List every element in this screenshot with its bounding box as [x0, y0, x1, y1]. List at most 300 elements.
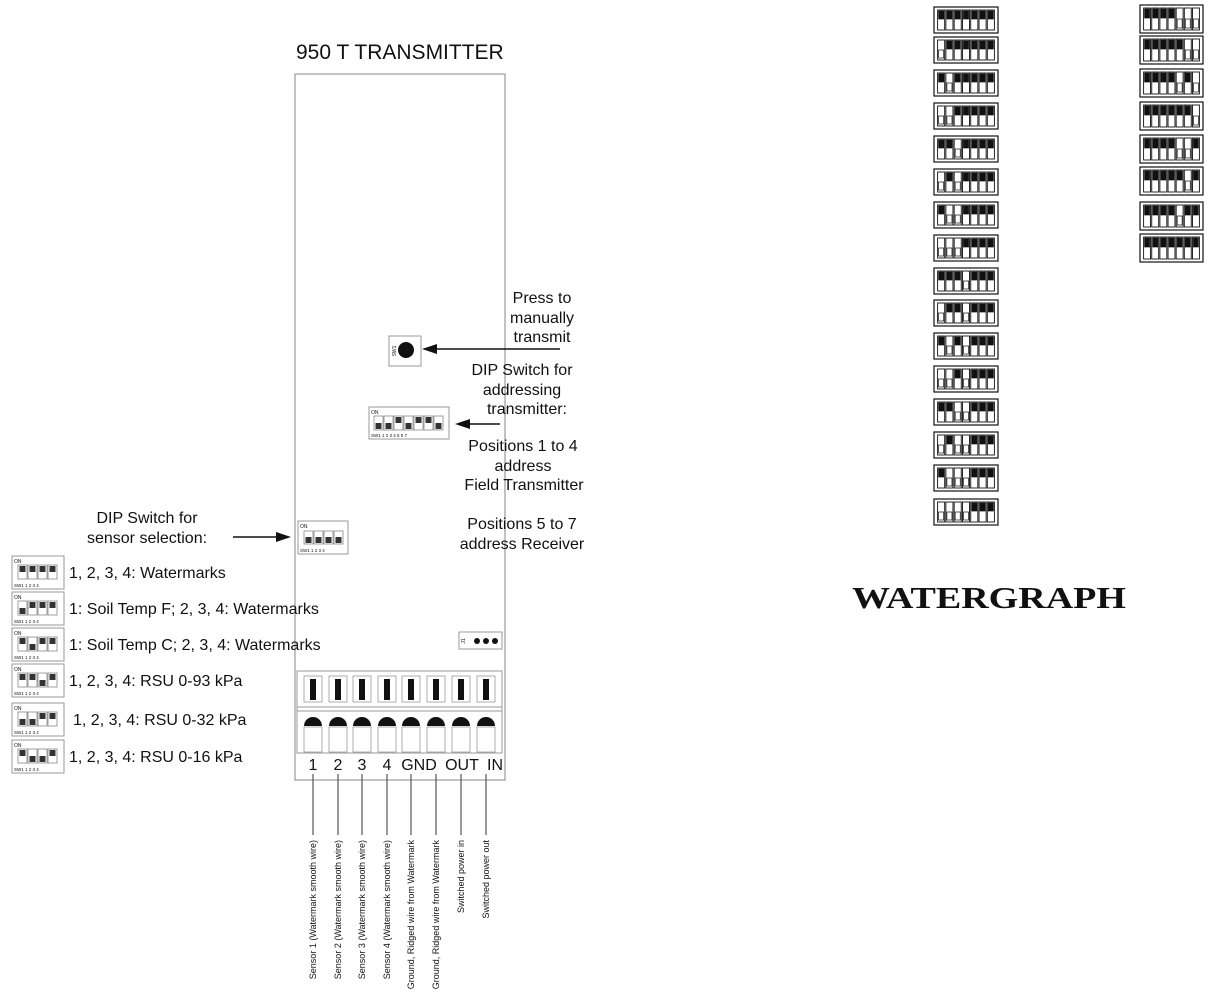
dip-knob — [40, 602, 46, 608]
dip-knob-on — [963, 107, 968, 115]
dip-knob-on — [988, 11, 993, 19]
dip-knob-off — [939, 50, 944, 58]
dip-knob-on — [947, 304, 952, 312]
dip-knob-on — [980, 469, 985, 477]
terminal-label: 1 — [308, 757, 318, 774]
dip-knob-off — [1177, 19, 1182, 28]
dip-knob-off — [939, 182, 944, 190]
dip-knob-off — [939, 248, 944, 256]
dip-knob — [50, 674, 56, 680]
dip-knob-on — [972, 74, 977, 82]
dip-knob-on — [972, 503, 977, 511]
dip-knob-on — [939, 140, 944, 148]
dip-knob-on — [947, 436, 952, 444]
dip-knob-off — [1193, 19, 1198, 28]
terminal-label-out: OUT — [445, 757, 479, 774]
dip-knob — [40, 680, 46, 686]
wire-lead — [382, 774, 392, 979]
dip-knob-on — [1153, 73, 1158, 82]
dip-knob-on — [939, 403, 944, 411]
dip-knob-off — [955, 248, 960, 256]
dip-knob-off — [947, 512, 952, 520]
dip-knob — [20, 638, 26, 644]
address-note-line: address — [494, 458, 552, 475]
dip-knob-on — [980, 140, 985, 148]
dip-knob-off — [1177, 149, 1182, 158]
dip-knob-off — [1193, 83, 1198, 92]
wire-leads — [308, 774, 491, 989]
dip-knob-on — [972, 370, 977, 378]
wire-description: Ground, Ridged wire from Watermark — [431, 840, 441, 990]
dip-knob-on — [1193, 238, 1198, 247]
wire-description: Ground, Ridged wire from Watermark — [406, 840, 416, 990]
dip-scale-label: SW1 1 2 3 4 — [14, 619, 39, 624]
dip-scale-label: SW1 1 2 3 4 5 6 7 — [371, 433, 408, 438]
dip-knob-on — [939, 337, 944, 345]
dip-knob-on — [980, 206, 985, 214]
address-table-entry — [1140, 36, 1203, 64]
dip-knob-on — [980, 239, 985, 247]
dip-knob-on — [947, 403, 952, 411]
dip-knob — [336, 537, 342, 543]
button-note — [510, 290, 574, 346]
dip-knob-on — [1177, 40, 1182, 49]
dip-knob-on — [1169, 139, 1174, 148]
dip-knob — [30, 644, 36, 650]
terminal-contact-icon — [408, 679, 414, 700]
dip-knob-on — [963, 173, 968, 181]
dip-knob-off — [955, 512, 960, 520]
dip-knob-off — [955, 478, 960, 486]
wire-lead — [333, 774, 343, 979]
dip-knob-on — [972, 140, 977, 148]
dip-knob-on — [1145, 73, 1150, 82]
terminal-label: 3 — [357, 757, 367, 774]
jumper-tag: J1 — [461, 638, 467, 644]
terminal-label-in: IN — [487, 757, 503, 774]
dip-knob-on — [1161, 40, 1166, 49]
sensor-option-label: 1, 2, 3, 4: RSU 0-32 kPa — [73, 712, 247, 729]
dip-knob-off — [1177, 216, 1182, 225]
dip-knob-off — [955, 215, 960, 223]
dip-knob-on — [988, 304, 993, 312]
dip-knob — [30, 719, 36, 725]
dip-knob-off — [947, 215, 952, 223]
watergraph-logo — [852, 580, 1126, 615]
dip-knob-on — [1177, 238, 1182, 247]
dip-on-label: ON — [14, 743, 22, 749]
dip-knob-on — [1169, 206, 1174, 215]
dip-knob-off — [939, 313, 944, 321]
dip-knob-on — [1145, 171, 1150, 180]
dip-knob — [406, 423, 412, 429]
dip-knob-off — [1193, 116, 1198, 125]
dip-knob-on — [988, 436, 993, 444]
sensor-note-line: DIP Switch for — [96, 510, 198, 527]
wire-description: Sensor 3 (Watermark smooth wire) — [357, 840, 367, 980]
dip-knob-on — [1153, 238, 1158, 247]
dip-scale-label: SW1 1 2 3 4 — [14, 655, 39, 660]
terminal-label: 4 — [382, 757, 392, 774]
address-table-entry — [934, 399, 998, 425]
dip-knob — [40, 566, 46, 572]
dip-knob — [376, 423, 382, 429]
dip-knob-off — [963, 379, 968, 387]
sensor-option — [12, 703, 247, 736]
dip-knob-on — [1153, 206, 1158, 215]
terminal-contact-icon — [384, 679, 390, 700]
dip-knob-on — [963, 74, 968, 82]
dip-knob-off — [1185, 19, 1190, 28]
dip-knob — [20, 674, 26, 680]
dip-knob-off — [963, 346, 968, 354]
address-table-entry — [934, 366, 998, 392]
dip-knob-on — [1153, 106, 1158, 115]
dip-knob-on — [980, 403, 985, 411]
dip-knob-on — [1161, 238, 1166, 247]
dip-knob-on — [1169, 73, 1174, 82]
dip-knob — [316, 537, 322, 543]
dip-knob-on — [972, 272, 977, 280]
dip-knob-on — [1177, 106, 1182, 115]
jumper-pin-icon — [483, 638, 489, 644]
dip-knob-off — [947, 248, 952, 256]
button-note-line: Press to — [512, 290, 572, 307]
dip-knob-off — [963, 313, 968, 321]
address-table-entry — [934, 103, 998, 129]
sensor-option — [12, 628, 321, 661]
dip-knob — [30, 756, 36, 762]
dip-on-label: ON — [14, 667, 22, 673]
dip-knob-on — [980, 370, 985, 378]
dip-knob-on — [1169, 106, 1174, 115]
sensor-option — [12, 664, 243, 697]
address-note-line: addressing — [482, 382, 562, 399]
address-table-entry — [934, 7, 998, 33]
sensor-dip-pointer-arrow — [233, 532, 291, 542]
dip-knob — [386, 423, 392, 429]
terminal-contact-icon — [310, 679, 316, 700]
dip-on-label: ON — [371, 410, 379, 416]
dip-knob-off — [947, 346, 952, 354]
sensor-option — [12, 740, 243, 773]
dip-scale-label: SW1 1 2 3 4 — [300, 548, 325, 553]
terminal-contact-icon — [458, 679, 464, 700]
dip-knob-on — [988, 107, 993, 115]
dip-knob — [50, 713, 56, 719]
dip-knob-on — [955, 74, 960, 82]
address-note-line: DIP Switch for — [471, 362, 573, 379]
dip-knob-on — [1161, 106, 1166, 115]
terminal-contact-icon — [359, 679, 365, 700]
dip-on-label: ON — [14, 631, 22, 637]
address-dip-table — [934, 5, 1203, 525]
dip-knob-on — [1185, 238, 1190, 247]
dip-knob — [40, 713, 46, 719]
dip-knob-on — [1145, 238, 1150, 247]
dip-knob — [20, 608, 26, 614]
dip-knob-on — [955, 107, 960, 115]
terminal-label: 2 — [333, 757, 343, 774]
dip-knob-on — [972, 173, 977, 181]
sensor-option — [12, 592, 319, 625]
dip-knob-on — [1161, 9, 1166, 18]
dip-knob-on — [980, 436, 985, 444]
button-note-line: transmit — [513, 329, 571, 346]
dip-knob-on — [939, 206, 944, 214]
address-table-entry — [934, 465, 998, 491]
dip-knob-on — [939, 272, 944, 280]
address-table-entry — [934, 499, 998, 525]
dip-knob-on — [972, 469, 977, 477]
dip-knob-on — [955, 272, 960, 280]
sensor-option-label: 1, 2, 3, 4: RSU 0-16 kPa — [69, 749, 243, 766]
dip-knob-on — [1153, 40, 1158, 49]
logo-text: WATERGRAPH — [852, 580, 1126, 615]
dip-knob-on — [1185, 73, 1190, 82]
dip-knob-on — [955, 11, 960, 19]
dip-on-label: ON — [14, 706, 22, 712]
address-table-entry — [934, 136, 998, 162]
address-table-entry — [1140, 5, 1203, 33]
dip-knob-on — [1185, 106, 1190, 115]
dip-knob-on — [1153, 171, 1158, 180]
dip-knob-off — [955, 182, 960, 190]
dip-knob-on — [939, 74, 944, 82]
jumper-pin-icon — [474, 638, 480, 644]
dip-knob — [20, 566, 26, 572]
dip-knob — [326, 537, 332, 543]
dip-knob-on — [980, 337, 985, 345]
wire-lead — [357, 774, 367, 979]
dip-knob-on — [1145, 106, 1150, 115]
address-note-line: address Receiver — [459, 536, 585, 553]
terminal-contact-icon — [433, 679, 439, 700]
dip-knob-on — [955, 370, 960, 378]
dip-knob-on — [980, 304, 985, 312]
address-table-entry — [934, 432, 998, 458]
dip-knob-off — [955, 149, 960, 157]
sensor-option-label: 1, 2, 3, 4: RSU 0-93 kPa — [69, 673, 243, 690]
terminal-label-gnd: GND — [401, 757, 437, 774]
dip-knob-on — [988, 74, 993, 82]
dip-knob-on — [988, 503, 993, 511]
dip-knob-off — [963, 478, 968, 486]
dip-knob-on — [972, 239, 977, 247]
dip-knob — [426, 417, 432, 423]
dip-on-label: ON — [300, 524, 308, 530]
wire-description: Switched power out — [481, 840, 491, 919]
dip-knob-on — [972, 337, 977, 345]
dip-knob-off — [947, 83, 952, 91]
jumper-header — [459, 632, 502, 649]
dip-knob-on — [1145, 40, 1150, 49]
dip-knob-on — [972, 107, 977, 115]
dip-knob-off — [939, 379, 944, 387]
dip-knob-off — [1185, 50, 1190, 59]
address-table-entry — [1140, 102, 1203, 130]
dip-knob-off — [1193, 50, 1198, 59]
dip-knob-on — [1145, 139, 1150, 148]
address-dip-pointer-arrow — [455, 419, 500, 429]
dip-knob-on — [1153, 9, 1158, 18]
dip-knob-on — [988, 370, 993, 378]
dip-knob-off — [1185, 149, 1190, 158]
dip-knob-on — [980, 173, 985, 181]
dip-knob-on — [955, 304, 960, 312]
wire-lead — [481, 774, 491, 919]
address-note-line: transmitter: — [486, 401, 568, 418]
dip-on-label: ON — [14, 595, 22, 601]
address-table-entry — [934, 169, 998, 195]
wire-lead — [456, 774, 466, 913]
dip-knob-off — [947, 478, 952, 486]
dip-knob — [30, 602, 36, 608]
dip-knob-on — [947, 11, 952, 19]
address-table-entry — [934, 300, 998, 326]
dip-knob — [50, 638, 56, 644]
terminal-labels — [309, 757, 503, 774]
dip-knob-on — [963, 239, 968, 247]
dip-knob — [20, 750, 26, 756]
address-note-line: Field Transmitter — [464, 477, 584, 494]
dip-knob — [50, 602, 56, 608]
dip-knob-on — [1193, 171, 1198, 180]
dip-knob-off — [947, 379, 952, 387]
sensor-option-label: 1: Soil Temp F; 2, 3, 4: Watermarks — [69, 601, 319, 618]
address-table-entry — [1140, 202, 1203, 230]
dip-knob-on — [988, 469, 993, 477]
sensor-note-line: sensor selection: — [86, 530, 208, 547]
sensor-option — [12, 556, 226, 589]
dip-knob — [306, 537, 312, 543]
dip-knob-on — [1161, 171, 1166, 180]
dip-on-label: ON — [14, 559, 22, 565]
dip-knob-on — [988, 403, 993, 411]
dip-knob-on — [939, 11, 944, 19]
dip-knob-on — [1169, 40, 1174, 49]
dip-scale-label: SW1 1 2 3 4 — [14, 583, 39, 588]
dip-scale-label: SW1 1 2 3 4 — [14, 730, 39, 735]
dip-scale-label: SW1 1 2 3 4 — [14, 691, 39, 696]
button-cap-icon — [398, 342, 414, 358]
address-table-entry — [934, 235, 998, 261]
terminal-contact-icon — [483, 679, 489, 700]
dip-knob-off — [939, 445, 944, 453]
address-dip-switch[interactable] — [369, 407, 449, 439]
dip-knob-on — [988, 239, 993, 247]
dip-knob-on — [1177, 171, 1182, 180]
dip-knob-on — [939, 469, 944, 477]
dip-knob-off — [963, 281, 968, 289]
dip-knob-on — [988, 140, 993, 148]
dip-knob — [50, 566, 56, 572]
dip-knob-off — [939, 512, 944, 520]
address-table-entry — [934, 70, 998, 96]
dip-knob-on — [1145, 9, 1150, 18]
dip-knob — [50, 750, 56, 756]
dip-knob-on — [963, 41, 968, 49]
dip-knob-off — [1177, 83, 1182, 92]
wire-lead — [406, 774, 416, 989]
dip-knob-on — [972, 41, 977, 49]
address-table-entry — [934, 268, 998, 294]
dip-knob — [396, 417, 402, 423]
wire-lead — [308, 774, 318, 979]
address-note-line: Positions 1 to 4 — [468, 438, 578, 455]
wire-description: Sensor 1 (Watermark smooth wire) — [308, 840, 318, 980]
dip-knob-on — [988, 337, 993, 345]
dip-knob-on — [1169, 171, 1174, 180]
diagram-title: 950 T TRANSMITTER — [296, 41, 504, 64]
wire-description: Sensor 2 (Watermark smooth wire) — [333, 840, 343, 980]
dip-knob — [30, 566, 36, 572]
dip-knob-on — [980, 41, 985, 49]
dip-knob-on — [955, 41, 960, 49]
dip-knob-on — [947, 272, 952, 280]
dip-knob — [40, 638, 46, 644]
dip-knob-on — [1161, 139, 1166, 148]
dip-knob-on — [980, 11, 985, 19]
sensor-dip-note — [87, 510, 207, 547]
dip-knob-on — [947, 173, 952, 181]
dip-knob-on — [1185, 206, 1190, 215]
sensor-option-label: 1: Soil Temp C; 2, 3, 4: Watermarks — [69, 637, 321, 654]
address-table-entry — [1140, 234, 1203, 262]
jumper-pin-icon — [492, 638, 498, 644]
dip-knob-on — [988, 206, 993, 214]
manual-transmit-button[interactable] — [389, 336, 421, 366]
dip-knob-on — [1161, 73, 1166, 82]
dip-knob-on — [988, 272, 993, 280]
dip-knob-on — [1193, 139, 1198, 148]
dip-knob-on — [963, 206, 968, 214]
dip-knob-on — [955, 337, 960, 345]
dip-knob-on — [1169, 238, 1174, 247]
address-table-entry — [1140, 69, 1203, 97]
dip-knob — [40, 756, 46, 762]
sensor-option-label: 1, 2, 3, 4: Watermarks — [69, 565, 226, 582]
dip-knob-on — [1169, 9, 1174, 18]
dip-knob-on — [972, 11, 977, 19]
dip-knob-on — [980, 272, 985, 280]
dip-knob — [20, 719, 26, 725]
address-dip-note — [460, 362, 585, 553]
dip-knob-off — [963, 445, 968, 453]
dip-knob-on — [972, 403, 977, 411]
dip-knob — [436, 423, 442, 429]
wire-lead — [431, 774, 441, 989]
dip-knob-off — [963, 512, 968, 520]
address-table-entry — [1140, 167, 1203, 195]
dip-knob-off — [947, 116, 952, 124]
dip-knob-on — [1145, 206, 1150, 215]
address-table-entry — [934, 202, 998, 228]
address-note-line: Positions 5 to 7 — [467, 516, 577, 533]
wire-description: Sensor 4 (Watermark smooth wire) — [382, 840, 392, 980]
dip-knob-on — [963, 140, 968, 148]
button-tag: SW1 — [392, 345, 398, 357]
dip-knob — [30, 674, 36, 680]
sensor-dip-switch[interactable] — [298, 521, 348, 554]
dip-knob-on — [980, 107, 985, 115]
dip-knob-on — [988, 41, 993, 49]
dip-knob-off — [963, 412, 968, 420]
address-table-entry — [934, 333, 998, 359]
dip-scale-label: SW1 1 2 3 4 — [14, 767, 39, 772]
dip-knob-on — [1161, 206, 1166, 215]
dip-knob-on — [972, 206, 977, 214]
